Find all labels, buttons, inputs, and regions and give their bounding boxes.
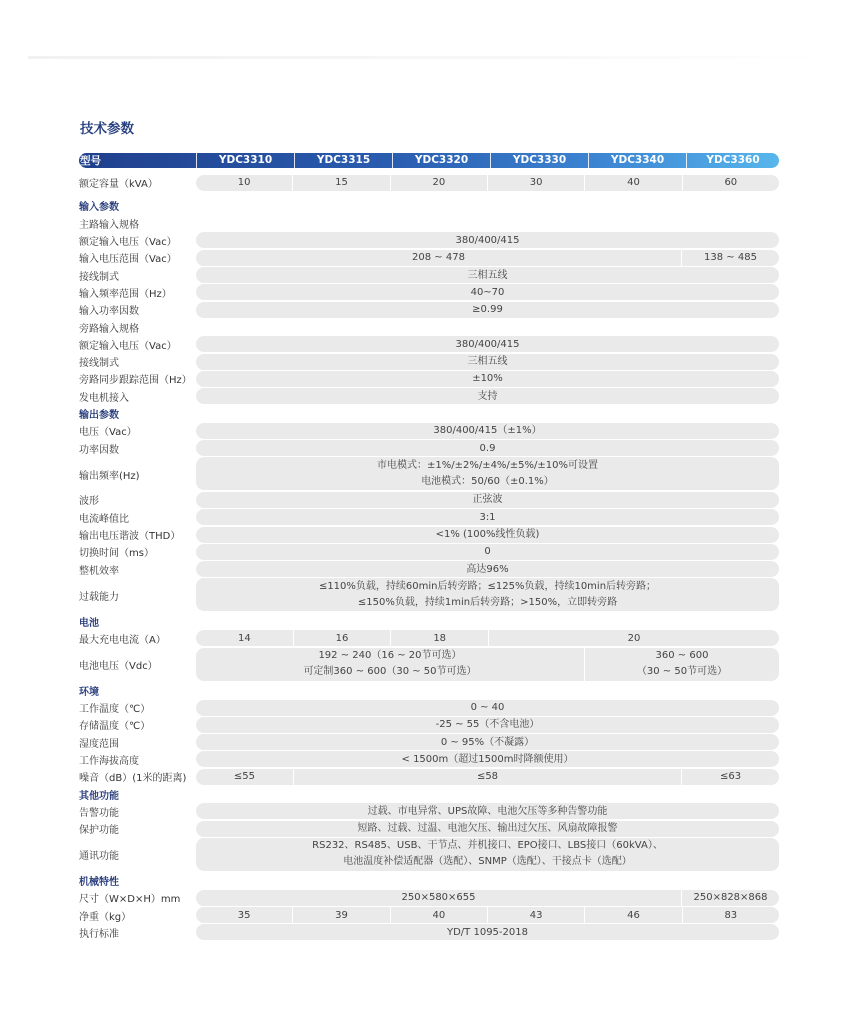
row-label: 输出参数: [79, 410, 119, 421]
value-cell: 10: [237, 177, 251, 189]
table-row: [79, 543, 779, 560]
row-label: 发电机接入: [79, 392, 129, 404]
value-cell: 40: [390, 907, 487, 923]
row-label: 接线制式: [79, 271, 119, 283]
value-cell: 40~70: [470, 286, 505, 298]
row-label: 切换时间（ms）: [79, 548, 154, 560]
value-cell: [196, 457, 779, 490]
value-cell: 43: [487, 907, 584, 923]
value-cell: 380/400/415（±1%）: [433, 425, 542, 437]
value-cell: 250×580×655: [401, 892, 476, 904]
value-cell: [196, 578, 779, 611]
table-row: [79, 630, 779, 647]
table-row: [79, 439, 779, 456]
table-row: [79, 803, 779, 820]
row-values: [196, 717, 779, 733]
row-values: [196, 907, 779, 923]
table-row: [79, 699, 779, 716]
table-row: [79, 578, 779, 613]
row-values: [196, 578, 779, 611]
table-row: [79, 820, 779, 837]
table-row: [79, 388, 779, 405]
value-cell: 60: [682, 175, 779, 191]
spec-rows: [79, 174, 779, 941]
table-row: [79, 561, 779, 578]
table-header: [79, 153, 779, 168]
table-row: [79, 266, 779, 283]
section-heading: [79, 682, 779, 699]
table-row: [79, 768, 779, 785]
row-values: [196, 302, 779, 318]
subsection-heading: [79, 318, 779, 335]
value-cell: 138 ~ 485: [681, 250, 779, 266]
value-cell: 支持: [477, 390, 498, 402]
table-row: [79, 284, 779, 301]
row-label: 其他功能: [79, 790, 119, 802]
row-label: 存储温度（℃）: [79, 721, 151, 733]
section-heading: [79, 872, 779, 889]
header-model: YDC3315: [294, 153, 392, 168]
table-row: [79, 889, 779, 906]
row-label: 主路输入规格: [79, 219, 139, 231]
value-cell: 40: [584, 175, 681, 191]
value-cell: YD/T 1095-2018: [447, 926, 528, 938]
row-label: 机械特性: [79, 877, 119, 889]
header-model: YDC3340: [588, 153, 686, 168]
row-values: [196, 371, 779, 387]
section-heading: [79, 785, 779, 802]
table-row: [79, 509, 779, 526]
value-cell: < 1500m（超过1500m时降额使用）: [401, 753, 574, 765]
table-row: [79, 249, 779, 266]
table-row: [79, 906, 779, 923]
row-values: [196, 492, 779, 508]
value-cell: 208 ~ 478: [412, 252, 465, 264]
row-label: 输入频率范围（Hz）: [79, 288, 172, 300]
table-row: [79, 232, 779, 249]
table-row: [79, 491, 779, 508]
value-cell: 30: [487, 175, 584, 191]
table-row: [79, 174, 779, 191]
row-values: [196, 648, 779, 681]
row-values: [196, 354, 779, 370]
row-values: [196, 232, 779, 248]
value-line: ≤150%负载，持续1min后转旁路；>150%，立即转旁路: [357, 596, 618, 608]
value-cell: 46: [584, 907, 681, 923]
header-model: YDC3360: [686, 153, 779, 168]
row-label: 输出频率(Hz): [79, 470, 140, 482]
row-values: [196, 250, 779, 266]
subsection-heading: [79, 215, 779, 232]
section-heading: [79, 612, 779, 629]
row-values: [196, 924, 779, 940]
value-cell: ±10%: [472, 373, 503, 385]
header-model: YDC3330: [490, 153, 588, 168]
value-cell: ≤63: [681, 769, 779, 785]
row-label: 保护功能: [79, 825, 119, 837]
value-cell: 3:1: [479, 511, 496, 523]
value-cell: 0 ~ 95%（不凝露）: [440, 736, 535, 748]
value-cell: ≤58: [293, 769, 681, 785]
row-values: [196, 821, 779, 837]
table-row: [79, 370, 779, 387]
row-label: 输出电压谐波（THD）: [79, 531, 181, 543]
row-label: 电池: [79, 617, 99, 629]
row-label: 接线制式: [79, 358, 119, 370]
row-values: [196, 630, 779, 646]
row-values: [196, 734, 779, 750]
value-cell: 83: [682, 907, 779, 923]
value-line: 电池温度补偿适配器（选配）、SNMP（选配）、干接点卡（选配）: [343, 856, 632, 868]
value-cell: 16: [293, 630, 391, 646]
value-cell: 20: [488, 630, 779, 646]
row-label: 电流峰值比: [79, 513, 129, 525]
row-label: 湿度范围: [79, 738, 119, 750]
value-cell: 14: [237, 632, 251, 644]
table-row: [79, 734, 779, 751]
value-cell: 正弦波: [472, 494, 503, 506]
value-cell: 短路、过载、过温、电池欠压、输出过欠压、风扇故障报警: [357, 823, 618, 835]
table-row: [79, 301, 779, 318]
row-values: [196, 440, 779, 456]
row-label: 波形: [79, 496, 99, 508]
value-cell: 15: [292, 175, 389, 191]
value-cell: 39: [292, 907, 389, 923]
row-values: [196, 561, 779, 577]
row-label: 过载能力: [79, 591, 119, 603]
row-label: 输入参数: [79, 202, 119, 214]
row-values: [196, 544, 779, 560]
table-row: [79, 751, 779, 768]
row-values: [196, 769, 779, 785]
spec-table: [79, 153, 779, 941]
value-line: ≤110%负载，持续60min后转旁路；≤125%负载，持续10min后转旁路；: [318, 580, 657, 592]
table-row: [79, 457, 779, 492]
value-cell: [196, 648, 584, 681]
row-values: [196, 803, 779, 819]
row-label: 最大充电电流（A）: [79, 634, 166, 646]
value-cell: 0.9: [479, 442, 496, 454]
row-label: 旁路同步跟踪范围（Hz）: [79, 375, 192, 387]
row-label: 电压（Vac）: [79, 427, 137, 439]
row-values: [196, 700, 779, 716]
table-row: [79, 526, 779, 543]
table-row: [79, 924, 779, 941]
value-line: （30 ~ 50节可选）: [636, 666, 728, 678]
table-row: [79, 837, 779, 872]
row-label: 环境: [79, 686, 99, 698]
top-divider: [28, 56, 828, 59]
value-cell: 20: [390, 175, 487, 191]
row-label: 额定输入电压（Vac）: [79, 340, 177, 352]
page-title: 技术参数: [80, 121, 134, 137]
table-row: [79, 422, 779, 439]
value-line: 可定制360 ~ 600（30 ~ 50节可选）: [303, 666, 477, 678]
value-cell: [584, 648, 779, 681]
value-cell: -25 ~ 55（不含电池）: [435, 719, 540, 731]
row-label: 输入电压范围（Vac）: [79, 254, 177, 266]
value-line: RS232、RS485、USB、干节点、并机接口、EPO接口、LBS接口（60kVA）、: [312, 840, 663, 852]
value-cell: ≥0.99: [472, 304, 503, 316]
row-label: 输入功率因数: [79, 306, 139, 318]
row-label: 额定输入电压（Vac）: [79, 237, 177, 249]
row-values: [196, 388, 779, 404]
row-label: 噪音（dB）(1米的距离): [79, 773, 187, 785]
table-row: [79, 336, 779, 353]
value-cell: 380/400/415: [455, 338, 520, 350]
row-values: [196, 457, 779, 490]
section-heading: [79, 405, 779, 422]
value-cell: 35: [237, 909, 251, 921]
row-label: 执行标准: [79, 928, 119, 940]
table-row: [79, 647, 779, 682]
section-heading: [79, 197, 779, 214]
row-label: 尺寸（W×D×H）mm: [79, 894, 181, 906]
value-cell: 三相五线: [467, 269, 508, 281]
row-label: 净重（kg）: [79, 911, 132, 923]
row-values: [196, 267, 779, 283]
value-cell: 0 ~ 40: [470, 702, 505, 713]
value-line: 360 ~ 600: [655, 650, 709, 662]
value-cell: 380/400/415: [455, 234, 520, 246]
value-cell: ≤55: [233, 771, 255, 783]
value-cell: <1% (100%线性负载): [435, 529, 540, 541]
header-model: YDC3310: [196, 153, 294, 168]
table-row: [79, 716, 779, 733]
row-values: [196, 175, 779, 191]
value-cell: 250×828×868: [681, 890, 779, 906]
value-line: 192 ~ 240（16 ~ 20节可选）: [318, 650, 462, 662]
row-label: 工作温度（℃）: [79, 704, 151, 716]
value-cell: 18: [390, 630, 488, 646]
row-values: [196, 751, 779, 767]
header-model: YDC3320: [392, 153, 490, 168]
value-cell: 0: [484, 546, 491, 558]
row-label: 功率因数: [79, 444, 119, 456]
row-values: [196, 284, 779, 300]
table-row: [79, 353, 779, 370]
row-label: 电池电压（Vdc）: [79, 660, 158, 672]
row-label: 告警功能: [79, 807, 119, 819]
value-cell: [196, 838, 779, 871]
row-label: 工作海拔高度: [79, 755, 139, 767]
row-values: [196, 527, 779, 543]
row-label: 通讯功能: [79, 851, 119, 863]
row-label: 额定容量（kVA）: [79, 179, 158, 191]
value-cell: 高达96%: [466, 563, 509, 575]
value-line: 市电模式：±1%/±2%/±4%/±5%/±10%可设置: [376, 459, 599, 471]
row-values: [196, 509, 779, 525]
row-values: [196, 423, 779, 439]
row-label: 整机效率: [79, 565, 119, 577]
row-values: [196, 838, 779, 871]
row-values: [196, 336, 779, 352]
value-cell: 三相五线: [467, 356, 508, 368]
value-cell: 过载、市电异常、UPS故障、电池欠压等多种告警功能: [367, 805, 608, 817]
row-values: [196, 890, 779, 906]
value-line: 电池模式：50/60（±0.1%）: [421, 475, 554, 487]
header-label: 型号: [80, 155, 101, 167]
row-label: 旁路输入规格: [79, 323, 139, 335]
